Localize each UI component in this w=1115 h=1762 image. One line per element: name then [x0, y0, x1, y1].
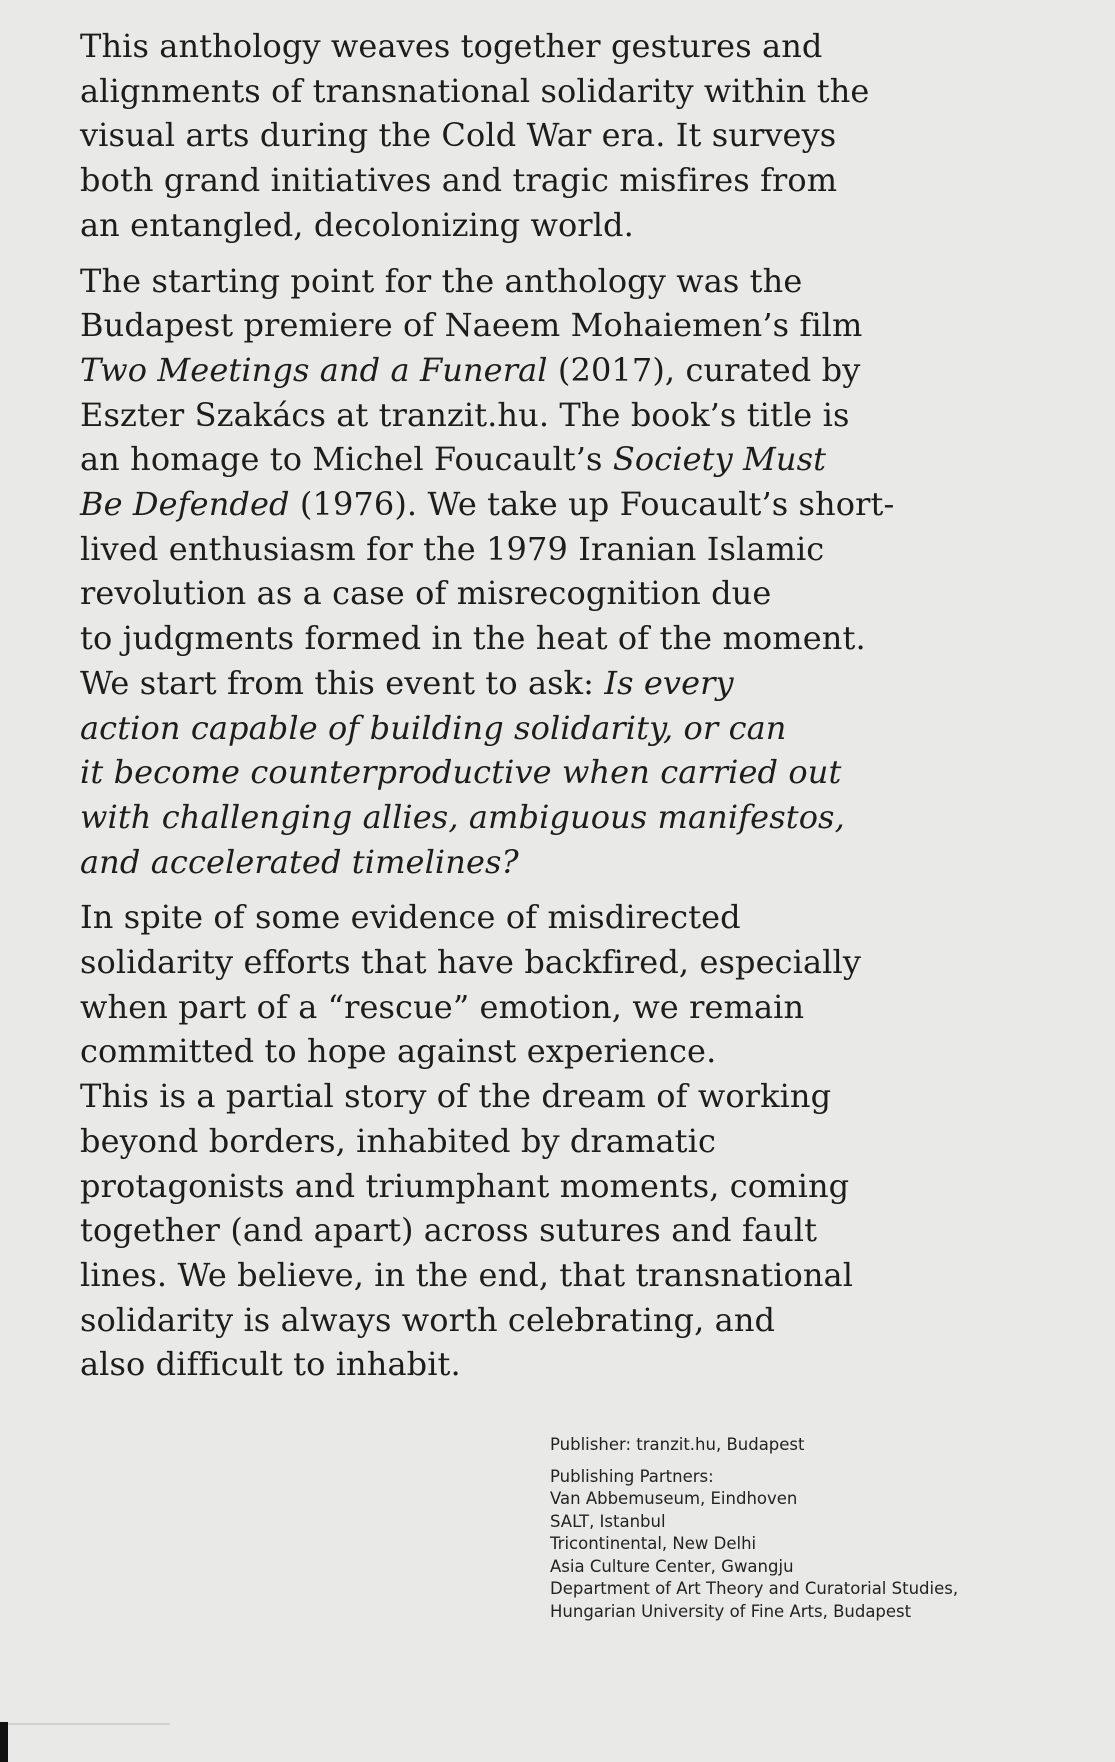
text-line: The starting point for the anthology was the: [80, 261, 803, 300]
book-title: Be Defended: [80, 485, 290, 524]
question-line: and accelerated timelines?: [80, 842, 519, 881]
text-line: beyond borders, inhabited by dramatic: [80, 1121, 716, 1160]
text-line: [80, 482, 940, 527]
text-line: Eszter Szakács at tranzit.hu. The book’s title is: [80, 395, 850, 434]
text-line: This is a partial story of the dream of working: [80, 1077, 832, 1116]
partner-item: Department of Art Theory and Curatorial Studies,: [550, 1579, 959, 1598]
text-line: protagonists and triumphant moments, coming: [80, 1166, 850, 1205]
text-line: [80, 661, 940, 706]
text-line: solidarity efforts that have backfired, especially: [80, 943, 862, 982]
text-line: committed to hope against experience.: [80, 1032, 717, 1071]
partners-label: Publishing Partners:: [550, 1466, 714, 1486]
film-title: Two Meetings and a Funeral: [80, 350, 548, 389]
partner-item: Hungarian University of Fine Arts, Budapest: [550, 1601, 912, 1621]
text-line: visual arts during the Cold War era. It surveys: [80, 116, 837, 155]
text-line: In spite of some evidence of misdirected: [80, 898, 741, 937]
text-line: [80, 348, 940, 393]
text-line: This anthology weaves together gestures and: [80, 27, 823, 65]
text-line: both grand initiatives and tragic misfires from: [80, 161, 838, 200]
text-fragment: (1976). We take up Foucault’s short-: [289, 485, 895, 524]
colophon: [550, 1434, 1070, 1623]
text-line: to judgments formed in the heat of the moment.: [80, 619, 866, 658]
blurb-text: [80, 24, 940, 1387]
scan-edge-mark: [0, 1722, 8, 1762]
paragraph-conclusion: [80, 895, 940, 1387]
text-line: also difficult to inhabit.: [80, 1345, 461, 1384]
text-line: lines. We believe, in the end, that transnational: [80, 1255, 854, 1294]
publishing-partners: [550, 1466, 1070, 1624]
paragraph-intro: [80, 24, 940, 248]
text-line: [80, 437, 940, 482]
scan-artifact-line: [0, 1723, 170, 1725]
text-line: Budapest premiere of Naeem Mohaiemen’s film: [80, 306, 863, 345]
text-fragment: (2017), curated by: [547, 350, 861, 389]
partner-item: Tricontinental, New Delhi: [550, 1534, 757, 1553]
text-line: revolution as a case of misrecognition due: [80, 574, 772, 613]
text-line: together (and apart) across sutures and fault: [80, 1211, 818, 1250]
book-title: Society Must: [612, 440, 827, 479]
text-line: an entangled, decolonizing world.: [80, 205, 634, 244]
text-line: solidarity is always worth celebrating, and: [80, 1300, 776, 1339]
partner-item: Asia Culture Center, Gwangju: [550, 1556, 794, 1576]
publisher-line: Publisher: tranzit.hu, Budapest: [550, 1435, 805, 1454]
partner-item: Van Abbemuseum, Eindhoven: [550, 1489, 798, 1508]
text-line: when part of a “rescue” emotion, we remain: [80, 987, 805, 1026]
text-line: alignments of transnational solidarity within the: [80, 71, 870, 110]
text-fragment: We start from this event to ask:: [80, 663, 605, 702]
question-text: Is every: [604, 663, 734, 702]
question-line: with challenging allies, ambiguous manifestos,: [80, 797, 845, 836]
text-fragment: an homage to Michel Foucault’s: [80, 440, 613, 479]
paragraph-starting-point: [80, 259, 940, 885]
partner-item: SALT, Istanbul: [550, 1511, 666, 1531]
question-line: it become counterproductive when carried out: [80, 753, 842, 792]
question-line: action capable of building solidarity, or can: [80, 708, 787, 747]
text-line: lived enthusiasm for the 1979 Iranian Islamic: [80, 529, 825, 568]
